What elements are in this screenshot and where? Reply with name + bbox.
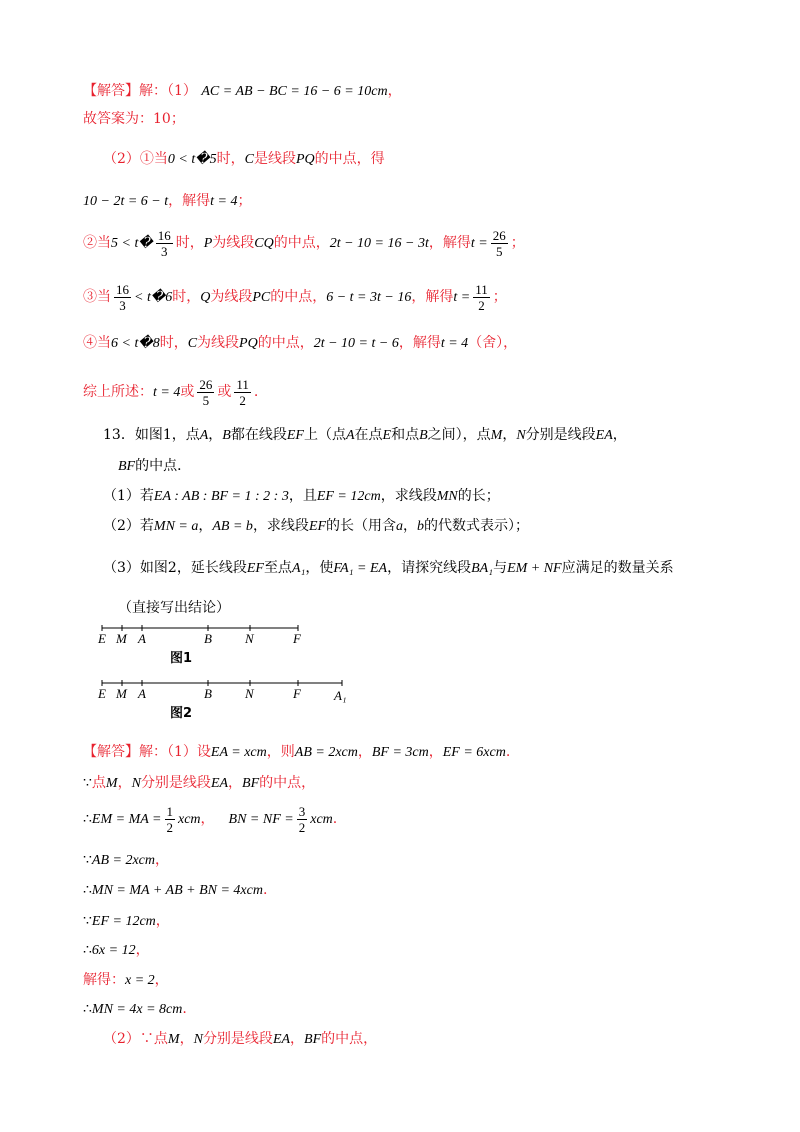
point-label: A <box>138 631 146 646</box>
condition: < t�6 <box>134 290 173 305</box>
denominator: 2 <box>478 297 485 313</box>
numerator: 26 <box>199 376 213 392</box>
question-2 <box>103 516 529 537</box>
variable: A <box>199 428 209 443</box>
question-1 <box>103 486 500 507</box>
text: 解：（1） <box>139 83 197 99</box>
variable: Q <box>200 290 211 305</box>
fraction <box>197 377 214 408</box>
text: 之间），点 <box>427 427 491 443</box>
text: ， <box>502 427 517 443</box>
numerator: 3 <box>298 803 306 819</box>
variable: B <box>222 428 231 443</box>
point-label: M <box>116 631 127 646</box>
text: 时， <box>159 335 188 351</box>
text: ， <box>612 427 627 443</box>
text: ，且 <box>288 488 317 504</box>
equation: MN = a <box>153 519 199 534</box>
point-label: B <box>204 631 212 646</box>
text: 解得： <box>83 972 125 988</box>
solution-13-line2 <box>83 773 315 794</box>
question-3-note: （直接写出结论） <box>118 600 230 616</box>
text: 至点 <box>263 560 292 576</box>
numerator: 11 <box>475 281 488 297</box>
text: ， <box>155 852 170 868</box>
solution-13-line10 <box>103 1029 377 1050</box>
variable: C <box>187 336 198 351</box>
equation: BF = 3cm <box>371 745 429 760</box>
text: 分别是线段 <box>525 427 596 443</box>
case-1-equation <box>83 191 251 212</box>
equation: MN = MA + AB + BN = 4xcm <box>91 883 263 898</box>
text: 分别是线段 <box>202 1031 273 1047</box>
figure-1 <box>97 625 302 666</box>
equation: EF = 6xcm <box>442 745 506 760</box>
text: ， <box>154 972 169 988</box>
text: . <box>182 1001 187 1017</box>
condition: 5 < t� <box>111 236 153 251</box>
text: （2）∵点 <box>103 1031 168 1047</box>
fraction <box>473 282 490 313</box>
fraction <box>156 228 173 259</box>
expression: EM + NF <box>507 561 562 576</box>
figure-caption: 图1 <box>170 651 193 666</box>
text: ， <box>198 518 213 534</box>
text: 在点 <box>354 427 383 443</box>
solution-13-line1 <box>83 742 510 763</box>
text: ，求线段 <box>252 518 309 534</box>
answer-tag: 【解答】 <box>83 744 139 760</box>
text: ， <box>357 744 372 760</box>
text: （3）如图2，延长线段 <box>103 560 247 576</box>
solution: t = 4 <box>210 194 238 209</box>
segment: BF <box>118 459 136 474</box>
text: 的代数式表示）； <box>424 518 530 534</box>
text: ， <box>228 775 243 791</box>
answer-line: 故答案为：10； <box>83 111 185 127</box>
equation: 10 − 2t = 6 − t <box>83 194 169 209</box>
numerator: 1 <box>166 803 173 819</box>
case-3 <box>83 280 507 315</box>
variable: A <box>345 428 355 443</box>
text: ，解得 <box>398 335 441 351</box>
question-3 <box>103 558 674 579</box>
text: （舍）， <box>468 335 518 351</box>
solution-13-line3 <box>83 802 337 837</box>
because-symbol: ∵ <box>83 914 92 929</box>
text: ，则 <box>266 744 295 760</box>
text: （1）若 <box>103 488 154 504</box>
text: ； <box>492 289 507 305</box>
ratio: EA : AB : BF = 1 : 2 : 3 <box>153 489 289 504</box>
segment: PQ <box>295 152 315 167</box>
equation: 2t − 10 = 16 − 3t <box>329 236 429 251</box>
fraction <box>165 804 176 835</box>
segment: EF <box>246 561 264 576</box>
numerator: 11 <box>236 376 249 392</box>
text: 和点 <box>391 427 420 443</box>
variable: N <box>516 428 526 443</box>
solution-12-part1 <box>83 81 402 102</box>
point-label: A₁ <box>334 688 347 703</box>
variable: a <box>396 519 404 534</box>
equation: EM = MA = <box>91 812 162 827</box>
text: 为线段 <box>212 235 255 251</box>
equation: BN = NF = <box>228 812 294 827</box>
text: 解：（1）设 <box>139 744 211 760</box>
text: . <box>332 811 338 827</box>
denominator: 5 <box>495 243 503 259</box>
segment: EA <box>595 428 613 443</box>
equation: EA = xcm <box>210 745 267 760</box>
case-1 <box>103 149 385 170</box>
fraction <box>491 228 508 259</box>
text: 或 <box>180 384 195 400</box>
variable: b <box>417 519 425 534</box>
variable: C <box>244 152 254 167</box>
text: ， <box>117 775 132 791</box>
equation: 6 − t = 3t − 16 <box>326 290 412 305</box>
equation: AC = AB − BC = 16 − 6 = 10cm <box>201 84 388 99</box>
point-label: M <box>116 686 127 701</box>
point-label: N <box>245 686 254 701</box>
text: ，解得 <box>411 289 454 305</box>
text: ④当 <box>83 335 111 351</box>
segment: EF <box>286 428 304 443</box>
summary <box>83 375 258 410</box>
text: ，解得 <box>428 235 471 251</box>
segment: EF <box>308 519 327 534</box>
text: ； <box>237 193 252 209</box>
therefore-symbol: ∴ <box>83 812 92 827</box>
text: ； <box>510 235 525 251</box>
case-2 <box>83 226 525 261</box>
equation: AB = b <box>212 519 253 534</box>
numerator: 16 <box>157 227 171 243</box>
text: ， <box>135 942 150 958</box>
text: 与 <box>493 560 508 576</box>
text: 时， <box>216 151 245 167</box>
equation: 6x = 12 <box>91 943 136 958</box>
figure-2 <box>97 680 346 720</box>
text: 的长； <box>457 488 500 504</box>
text: 的中点，得 <box>314 151 385 167</box>
text: 的中点， <box>321 1031 378 1047</box>
answer-tag: 【解答】 <box>83 83 139 99</box>
equation: x = 2 <box>125 973 155 988</box>
because-symbol: ∵ <box>83 853 92 868</box>
denominator: 2 <box>239 392 246 408</box>
text: 应满足的数量关系 <box>561 560 674 576</box>
text: 或 <box>217 384 232 400</box>
numerator: 16 <box>116 281 129 297</box>
variable: A₁ <box>291 561 306 576</box>
point-label: F <box>293 631 301 646</box>
unit: xcm <box>310 812 333 827</box>
text: 的中点， <box>257 335 314 351</box>
text: 点 <box>91 775 106 791</box>
point-label: B <box>204 686 212 701</box>
equation: EF = 12cm <box>316 489 381 504</box>
text: ，解得 <box>168 193 211 209</box>
text: ， <box>179 1031 194 1047</box>
segment: EA <box>272 1032 291 1047</box>
solution-13-line6 <box>83 911 170 932</box>
point-label: N <box>245 631 254 646</box>
text: 的长（用含 <box>326 518 397 534</box>
solution: t = 4 <box>153 385 181 400</box>
denominator: 2 <box>166 819 173 835</box>
fraction <box>114 282 131 313</box>
segment: BA₁ <box>471 561 494 576</box>
text: 为线段 <box>210 289 253 305</box>
point-label: F <box>293 686 301 701</box>
solution-13-line9 <box>83 999 187 1020</box>
point-label: E <box>98 631 106 646</box>
figure-caption: 图2 <box>170 706 193 720</box>
point-label: E <box>98 686 106 701</box>
fraction <box>297 804 308 835</box>
unit: xcm <box>178 812 201 827</box>
segment: BF <box>242 776 260 791</box>
variable: P <box>203 236 213 251</box>
fraction <box>234 377 251 408</box>
segment: BF <box>304 1032 322 1047</box>
figures <box>90 620 370 720</box>
solution-13-line8 <box>83 970 169 991</box>
problem-13-line1 <box>103 425 627 446</box>
solution-13-line7 <box>83 940 150 961</box>
variable: B <box>419 428 428 443</box>
equation: AB = 2xcm <box>294 745 358 760</box>
text: 综上所述： <box>83 384 153 400</box>
text: 是线段 <box>253 151 296 167</box>
text: ， <box>403 518 418 534</box>
variable: N <box>193 1032 203 1047</box>
text: ， <box>200 811 215 827</box>
equation: MN = 4x = 8cm <box>91 1002 183 1017</box>
numerator: 26 <box>492 227 506 243</box>
segment: CQ <box>254 236 274 251</box>
text: ②当 <box>83 235 111 251</box>
segment: EA <box>210 776 229 791</box>
segment: PQ <box>239 336 258 351</box>
solution: t = 4 <box>440 336 469 351</box>
point-label: A <box>138 686 146 701</box>
text: 的中点， <box>273 235 330 251</box>
text: 上（点 <box>303 427 346 443</box>
because-symbol: ∵ <box>83 776 92 791</box>
text: ， <box>208 427 223 443</box>
equation: 2t − 10 = t − 6 <box>313 336 399 351</box>
variable: N <box>131 776 141 791</box>
text: ，使 <box>305 560 334 576</box>
solution-13-line5 <box>83 880 267 901</box>
solution-13-line4 <box>83 850 169 871</box>
denominator: 3 <box>160 243 168 259</box>
text: （2）①当 <box>103 151 168 167</box>
denominator: 3 <box>119 297 126 313</box>
therefore-symbol: ∴ <box>83 1002 92 1017</box>
denominator: 2 <box>298 819 306 835</box>
text: . <box>505 744 511 760</box>
text: 的中点， <box>259 775 316 791</box>
text: ， <box>428 744 443 760</box>
segment: PC <box>252 290 271 305</box>
equation: AB = 2xcm <box>91 853 156 868</box>
text: . <box>262 882 268 898</box>
equation: EF = 12cm <box>91 914 156 929</box>
text: ，请探究线段 <box>387 560 472 576</box>
text: ，求线段 <box>380 488 437 504</box>
segment: MN <box>436 489 458 504</box>
variable: E <box>382 428 392 443</box>
problem-13-line2 <box>118 456 191 477</box>
solution-lhs: t = <box>470 236 488 251</box>
equation: FA₁ = EA <box>333 561 388 576</box>
text: ， <box>387 83 402 99</box>
text: 都在线段 <box>230 427 287 443</box>
therefore-symbol: ∴ <box>83 943 92 958</box>
denominator: 5 <box>202 392 210 408</box>
solution-lhs: t = <box>453 290 471 305</box>
condition: 6 < t�8 <box>111 336 160 351</box>
case-4 <box>83 331 517 356</box>
text: ， <box>155 913 170 929</box>
therefore-symbol: ∴ <box>83 883 92 898</box>
text: 为线段 <box>197 335 240 351</box>
text: 时， <box>175 235 204 251</box>
text: （2）若 <box>103 518 154 534</box>
text: ③当 <box>83 289 111 305</box>
text: 分别是线段 <box>140 775 211 791</box>
variable: M <box>105 776 118 791</box>
text: 13．如图1，点 <box>103 427 200 443</box>
text: 的中点． <box>135 458 192 474</box>
text: ， <box>290 1031 305 1047</box>
variable: M <box>167 1032 180 1047</box>
variable: M <box>490 428 503 443</box>
text: . <box>253 384 259 400</box>
condition: 0 < t�5 <box>167 152 217 167</box>
text: 的中点， <box>270 289 327 305</box>
text: 时， <box>172 289 201 305</box>
